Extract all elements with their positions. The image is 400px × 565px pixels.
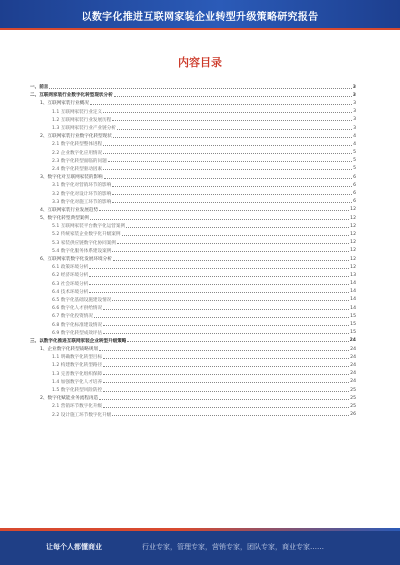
- toc-leader-dots: [94, 317, 349, 318]
- toc-entry[interactable]: [30, 124, 356, 132]
- toc-leader-dots: [103, 169, 352, 170]
- toc-entry[interactable]: [30, 189, 356, 197]
- toc-entry-label: 三、以数字化推进互联网家装企业转型升级策略: [30, 338, 127, 344]
- toc-entry-page: 12: [350, 231, 356, 237]
- toc-leader-dots: [112, 202, 352, 203]
- toc-entry-label: 5.4 数字化服务体系建设案例: [52, 248, 112, 254]
- toc-leader-dots: [99, 350, 349, 351]
- toc-entry-label: 6、互联网家装数字化发展环境分析: [40, 257, 112, 263]
- toc-entry-label: 1.2 互联网家装行业发展历程: [52, 117, 112, 123]
- table-of-contents: [30, 83, 356, 419]
- toc-entry-label: 5.1 互联网家装平台数字化运营案例: [52, 224, 126, 230]
- toc-leader-dots: [122, 235, 350, 236]
- toc-leader-dots: [112, 120, 352, 121]
- toc-leader-dots: [112, 300, 349, 301]
- toc-entry[interactable]: [30, 165, 356, 173]
- toc-heading: 内容目录: [178, 56, 222, 69]
- toc-leader-dots: [104, 178, 352, 179]
- toc-leader-dots: [49, 88, 351, 89]
- toc-entry[interactable]: [30, 222, 356, 230]
- toc-entry-page: 3: [353, 109, 356, 115]
- toc-entry-label: 6.1 政策环境分析: [52, 265, 89, 271]
- toc-entry-label: 2.3 数字化转型面临的问题: [52, 158, 107, 164]
- report-footer: [0, 528, 400, 565]
- toc-entry[interactable]: [30, 255, 356, 263]
- toc-leader-dots: [103, 366, 349, 367]
- toc-leader-dots: [117, 243, 349, 244]
- toc-entry-page: 6: [353, 191, 356, 197]
- toc-entry[interactable]: [30, 230, 356, 238]
- toc-entry[interactable]: [30, 337, 356, 345]
- toc-entry-label: 1、企业数字化转型战略规划: [40, 347, 99, 353]
- toc-entry-label: 二、互联网家装行业数字化转型现状分析: [30, 93, 113, 99]
- toc-leader-dots: [103, 391, 349, 392]
- toc-entry[interactable]: [30, 140, 356, 148]
- toc-entry-label: 一、前言: [30, 85, 49, 91]
- toc-entry-label: 3.3 数字化对施工环节的影响: [52, 199, 112, 205]
- toc-entry-page: 12: [350, 207, 356, 213]
- toc-leader-dots: [90, 219, 349, 220]
- toc-entry[interactable]: [30, 181, 356, 189]
- toc-entry-page: 5: [353, 158, 356, 164]
- toc-leader-dots: [103, 382, 349, 383]
- toc-entry[interactable]: [30, 149, 356, 157]
- toc-entry-page: 26: [350, 412, 356, 418]
- toc-entry-label: 1.3 互联网家装行业产业链分析: [52, 126, 116, 132]
- toc-leader-dots: [113, 260, 349, 261]
- toc-entry-label: 2.1 数字化转型整体进程: [52, 142, 103, 148]
- toc-leader-dots: [103, 153, 352, 154]
- toc-entry-page: 25: [350, 395, 356, 401]
- toc-entry-label: 2.2 企业数字化应用情况: [52, 150, 103, 156]
- toc-entry-page: 24: [350, 379, 356, 385]
- toc-entry-label: 6.2 经济环境分析: [52, 273, 89, 279]
- toc-entry-page: 25: [350, 387, 356, 393]
- toc-leader-dots: [113, 137, 352, 138]
- toc-leader-dots: [103, 325, 349, 326]
- toc-entry-page: 12: [350, 264, 356, 270]
- toc-entry[interactable]: [30, 157, 356, 165]
- toc-entry-page: 15: [350, 313, 356, 319]
- toc-entry-label: 5.2 传统家装企业数字化升级案例: [52, 232, 121, 238]
- toc-entry[interactable]: [30, 394, 356, 402]
- toc-leader-dots: [90, 104, 352, 105]
- toc-entry-label: 6.6 数字化人才供给情况: [52, 306, 103, 312]
- toc-leader-dots: [103, 333, 349, 334]
- toc-entry-label: 2.4 数字化转型驱动因素: [52, 166, 103, 172]
- toc-entry[interactable]: [30, 320, 356, 328]
- toc-entry-page: 6: [353, 174, 356, 180]
- toc-entry-page: 5: [353, 150, 356, 156]
- toc-entry-page: 12: [350, 240, 356, 246]
- toc-leader-dots: [89, 276, 349, 277]
- toc-entry-label: 3.2 数字化对设计环节的影响: [52, 191, 112, 197]
- toc-entry-page: 15: [350, 330, 356, 336]
- toc-leader-dots: [126, 227, 349, 228]
- toc-entry-label: 6.7 数字化投资情况: [52, 314, 93, 320]
- toc-entry[interactable]: [30, 198, 356, 206]
- toc-leader-dots: [114, 96, 352, 97]
- toc-entry[interactable]: [30, 91, 356, 99]
- toc-entry-label: 5.3 家装供应链数字化协同案例: [52, 240, 116, 246]
- toc-leader-dots: [127, 341, 348, 342]
- toc-entry[interactable]: [30, 280, 356, 288]
- toc-leader-dots: [112, 415, 349, 416]
- toc-leader-dots: [117, 129, 352, 130]
- toc-entry[interactable]: [30, 296, 356, 304]
- toc-entry-page: 13: [350, 272, 356, 278]
- toc-entry-label: 6.8 数字化标准建设情况: [52, 322, 103, 328]
- toc-entry-label: 6.9 数字化转型成效评估: [52, 330, 103, 336]
- toc-entry-label: 3.1 数字化对营销环节的影响: [52, 183, 112, 189]
- toc-entry-page: 4: [353, 133, 356, 139]
- toc-leader-dots: [89, 268, 349, 269]
- toc-entry[interactable]: [30, 386, 356, 394]
- toc-leader-dots: [103, 358, 349, 359]
- toc-entry-page: 12: [350, 223, 356, 229]
- toc-leader-dots: [103, 309, 349, 310]
- toc-entry-page: 6: [353, 182, 356, 188]
- toc-entry-page: 5: [353, 166, 356, 172]
- toc-entry[interactable]: [30, 99, 356, 107]
- toc-leader-dots: [89, 292, 349, 293]
- toc-leader-dots: [112, 186, 352, 187]
- toc-entry-label: 4、互联网家装行业发展趋势: [40, 207, 99, 213]
- toc-entry-page: 12: [350, 248, 356, 254]
- toc-entry-label: 1.3 完善数字化组织保障: [52, 371, 103, 377]
- toc-entry-page: 12: [350, 256, 356, 262]
- toc-entry-page: 14: [350, 305, 356, 311]
- toc-entry-label: 1、互联网家装行业概况: [40, 101, 89, 107]
- toc-entry[interactable]: [30, 378, 356, 386]
- toc-entry-page: 24: [350, 354, 356, 360]
- toc-entry-page: 6: [353, 199, 356, 205]
- toc-leader-dots: [108, 161, 352, 162]
- toc-entry[interactable]: [30, 345, 356, 353]
- toc-entry[interactable]: [30, 304, 356, 312]
- toc-entry[interactable]: [30, 288, 356, 296]
- toc-entry-page: 3: [353, 125, 356, 131]
- toc-entry-label: 1.5 数字化转型风险防控: [52, 388, 103, 394]
- toc-entry-label: 6.4 技术环境分析: [52, 289, 89, 295]
- toc-entry[interactable]: [30, 206, 356, 214]
- toc-entry[interactable]: [30, 173, 356, 181]
- footer-tagline: 行业专家，管理专家，营销专家，团队专家，商业专家……: [142, 542, 324, 551]
- toc-entry-label: 3、数字化对互联网家装的影响: [40, 175, 103, 181]
- report-title: 以数字化推进互联网家装企业转型升级策略研究报告: [81, 11, 319, 23]
- toc-entry-page: 24: [350, 346, 356, 352]
- toc-entry[interactable]: [30, 370, 356, 378]
- toc-leader-dots: [103, 374, 349, 375]
- toc-entry-page: 3: [353, 117, 356, 123]
- toc-entry[interactable]: [30, 116, 356, 124]
- toc-leader-dots: [103, 145, 352, 146]
- toc-leader-dots: [112, 194, 352, 195]
- toc-entry-page: 14: [350, 281, 356, 287]
- toc-entry-page: 25: [350, 403, 356, 409]
- toc-entry[interactable]: [30, 271, 356, 279]
- toc-entry-label: 6.5 数字化基础设施建设情况: [52, 297, 112, 303]
- toc-entry-label: 1.1 互联网家装行业定义: [52, 109, 103, 115]
- toc-entry-label: 2、互联网家装行业数字化转型现状: [40, 134, 112, 140]
- toc-entry-page: 24: [350, 362, 356, 368]
- toc-entry[interactable]: [30, 239, 356, 247]
- toc-entry[interactable]: [30, 263, 356, 271]
- toc-entry[interactable]: [30, 402, 356, 410]
- toc-entry[interactable]: [30, 312, 356, 320]
- toc-entry-label: 1.4 加强数字化人才培养: [52, 379, 103, 385]
- toc-entry[interactable]: [30, 329, 356, 337]
- toc-entry[interactable]: [30, 353, 356, 361]
- toc-leader-dots: [112, 251, 349, 252]
- toc-entry-page: 24: [350, 371, 356, 377]
- toc-leader-dots: [99, 399, 349, 400]
- toc-entry-label: 1.2 构建数字化转型路径: [52, 363, 103, 369]
- toc-entry-label: 2.2 设计施工环节数字化升级: [52, 412, 112, 418]
- toc-entry-page: 3: [352, 84, 356, 90]
- toc-entry[interactable]: [30, 132, 356, 140]
- toc-entry[interactable]: [30, 247, 356, 255]
- report-header: [0, 0, 400, 30]
- toc-entry[interactable]: [30, 214, 356, 222]
- toc-entry-label: 5、数字化转型典型案例: [40, 216, 89, 222]
- toc-entry-page: 15: [350, 322, 356, 328]
- toc-entry-label: 2.1 营销环节数字化升级: [52, 404, 103, 410]
- toc-leader-dots: [99, 210, 349, 211]
- toc-entry-label: 1.1 明确数字化转型目标: [52, 355, 103, 361]
- toc-entry-page: 3: [353, 100, 356, 106]
- toc-entry-label: 6.3 社会环境分析: [52, 281, 89, 287]
- toc-leader-dots: [103, 112, 352, 113]
- toc-leader-dots: [89, 284, 349, 285]
- toc-entry[interactable]: [30, 108, 356, 116]
- toc-entry-page: 14: [350, 289, 356, 295]
- toc-entry-page: 4: [353, 141, 356, 147]
- toc-entry[interactable]: [30, 361, 356, 369]
- toc-entry[interactable]: [30, 411, 356, 419]
- toc-entry-page: 3: [352, 92, 356, 98]
- footer-slogan: 让每个人都懂商业: [46, 542, 102, 551]
- toc-entry-label: 2、数字化赋能业务流程再造: [40, 396, 99, 402]
- toc-entry[interactable]: [30, 83, 356, 91]
- toc-entry-page: 12: [350, 215, 356, 221]
- toc-leader-dots: [103, 407, 349, 408]
- toc-entry-page: 24: [349, 338, 356, 344]
- toc-entry-page: 14: [350, 297, 356, 303]
